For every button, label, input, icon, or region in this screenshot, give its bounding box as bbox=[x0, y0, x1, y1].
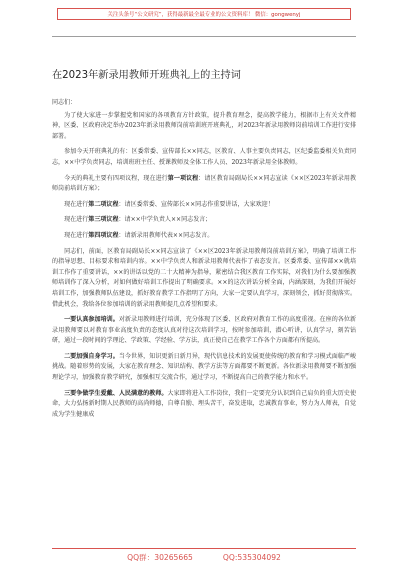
agenda-2-prefix: 现在进行 bbox=[64, 200, 89, 208]
top-banner bbox=[57, 8, 351, 20]
agenda-4-text: ：请新录用教师代表××同志发言。 bbox=[118, 231, 214, 239]
agenda-4-prefix: 现在进行 bbox=[64, 231, 89, 239]
footer-divider bbox=[52, 548, 356, 549]
point-3-heading: 三要争做学生爱戴、人民满意的教师。 bbox=[64, 389, 168, 397]
agenda-3-label: 第三项议程 bbox=[88, 216, 119, 224]
paragraph-10 bbox=[52, 389, 356, 421]
agenda-3-text: ：请××中学负责人××同志发言； bbox=[118, 216, 212, 224]
agenda-3-prefix: 现在进行 bbox=[64, 216, 89, 224]
point-2-text: 当今世界，知识更新日新月异，现代信息技术的发展更使传统的教育和学习模式面临严峻挑战。随着形势的发展，大家在教育理念、知识结构、教学方法等方面都要不断更新。各位新录用教师要不断加强理论学习，加强教育教学研究，加强相互交流合作，通过学习，不断提高自己的教学能力和水平。 bbox=[52, 352, 357, 382]
agenda-2-text: ：请区委常委、宣传部长××同志作重要讲话，大家欢迎！ bbox=[118, 200, 274, 208]
agenda-1-label: 第一项议程 bbox=[167, 174, 199, 182]
document-title: 在2023年新录用教师开班典礼上的主持词 bbox=[52, 70, 241, 81]
paragraph-4 bbox=[52, 200, 356, 211]
point-1-text: 对新录用教师进行培训，充分体现了区委、区政府对教育工作的高度重视。在座的各位新录用教师要以对教育事业高度负责的态度认真对待这次培训学习，按时参加培训，潜心听讲，认真学习，刻苦钻研，通过一段时间的学理论、学政策、学经验、学方法，真正使自己在教学工作各个方面都有所提高。 bbox=[52, 316, 357, 345]
point-1-heading: 一要认真参加培训。 bbox=[64, 316, 119, 324]
agenda-1-prefix: 今天的典礼主要有四项议程，现在进行 bbox=[64, 174, 168, 182]
header-divider bbox=[52, 36, 356, 37]
paragraph-2: 参加今天开班典礼的有：区委常委、宣传部长××同志，区教育、人事主要负责同志，区纪委监委相关负责同志，××中学负责同志，培训班班主任、授课教师及全体工作人员、2023年新录用全体教师。 bbox=[52, 148, 356, 166]
agenda-1-text: ：请区教育局副局长××同志宣读《××区2023年新录用教师岗前培训方案》； bbox=[52, 174, 357, 193]
agenda-2-label: 第二项议程 bbox=[88, 200, 119, 208]
paragraph-5 bbox=[52, 215, 356, 226]
point-3-text: 大家即将进入工作岗位，我们一定要充分认识到自己肩负的重大历史使命，大力弘扬新时期人民教师的高尚师德，自尊自励、埋头苦干，奋发进取，忠诚教育事业，努力为人师表，自觉成为学生健康成 bbox=[52, 389, 357, 418]
salutation: 同志们： bbox=[52, 99, 77, 106]
agenda-4-label: 第四项议程 bbox=[88, 231, 119, 239]
footer-qq: QQ:535304092 bbox=[222, 553, 281, 562]
document-body bbox=[52, 98, 356, 420]
footer-qq-group: QQ群：30265665 bbox=[127, 553, 193, 562]
footer bbox=[0, 552, 408, 563]
paragraph-9 bbox=[52, 352, 356, 384]
paragraph-7: 同志们，前面，区教育局副局长××同志宣读了《××区2023年新录用教师岗前培训方案》，明确了培训工作的指导思想、目标要求和培训内容。××中学负责人和新录用教师代表作了表态发言。区委常委、宣传部××就培训工作作了重要讲话，××的讲话以党的二十大精神为指导，紧密结合我区教育工作实际，对我们为什么要加强教师培训作了深入分析，对如何做好培训工作提出了明确要求。××的这次讲话分析全面，内涵深刻，为我们开展好培训工作，加强教师队伍建设，抓好教育教学工作指明了方向，大家一定要认真学习，深刻领会，抓好贯彻落实。借此机会，我给各位参加培训的新录用教师提几点希望和要求。 bbox=[52, 247, 356, 308]
banner-text: 关注头条号“公文研究”，获得最新最全最专业的公文资料库！ 微信：gongwenyj bbox=[107, 12, 301, 18]
paragraph-1: 为了使大家进一步掌握党和国家的各项教育方针政策，提升教育理念，提高教学能力，根据市上有关文件精神，区委、区政府决定举办2023年新录用教师岗前培训班开班典礼，对2023年新录用教师岗前培训工作进行安排部署。 bbox=[52, 111, 356, 140]
paragraph-3 bbox=[52, 174, 356, 195]
paragraph-6 bbox=[52, 231, 356, 242]
point-2-heading: 二要加强自身学习。 bbox=[64, 352, 119, 360]
paragraph-8 bbox=[52, 315, 356, 347]
